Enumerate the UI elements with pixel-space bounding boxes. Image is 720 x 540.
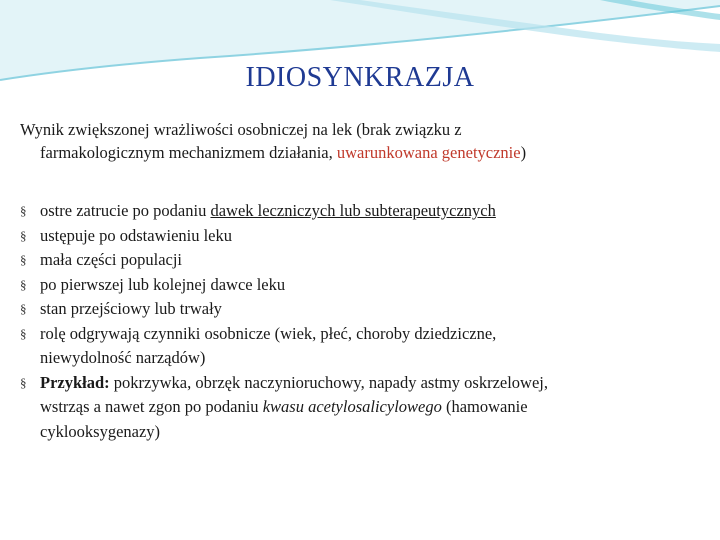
bullet-item bbox=[20, 248, 700, 273]
bullet-underlined-text: dawek leczniczych lub subterapeutycznych bbox=[210, 201, 496, 220]
bullet-marker: § bbox=[20, 252, 27, 267]
bullet-text: po pierwszej lub kolejnej dawce leku bbox=[40, 274, 286, 294]
intro-highlight: uwarunkowana genetycznie bbox=[336, 143, 521, 162]
bullet-marker: § bbox=[20, 203, 27, 218]
intro-text: farmakologicznym mechanizmem działania, bbox=[40, 143, 337, 162]
example-label: Przykład: bbox=[40, 372, 110, 392]
intro-line-1: Wynik zwiększonej wrażliwości osobniczej na lek (brak związku z bbox=[20, 120, 462, 139]
example-line-3: cyklooksygenazy) bbox=[40, 421, 161, 441]
bullet-marker: § bbox=[20, 325, 27, 341]
bullet-text: ustępuje po odstawieniu leku bbox=[40, 225, 233, 245]
bullet-text: mała części populacji bbox=[40, 250, 183, 269]
bullet-marker: § bbox=[20, 227, 27, 243]
bullet-item bbox=[20, 297, 700, 322]
bullet-item bbox=[20, 322, 700, 371]
bullet-item bbox=[20, 199, 700, 224]
bullet-text-line-2: niewydolność narządów) bbox=[40, 348, 206, 367]
bullet-item bbox=[20, 224, 700, 249]
intro-paragraph bbox=[20, 118, 700, 164]
bullet-list bbox=[20, 199, 700, 444]
example-drug-name: kwasu acetylosalicylowego bbox=[262, 397, 442, 416]
bullet-item bbox=[20, 273, 700, 298]
bullet-marker: § bbox=[20, 374, 27, 390]
bullet-marker: § bbox=[20, 301, 27, 316]
example-line-1: pokrzywka, obrzęk naczynioruchowy, napady astmy oskrzelowej, bbox=[109, 372, 548, 392]
bullet-text: ostre zatrucie po podaniu bbox=[40, 201, 211, 220]
example-line-2: wstrząs a nawet zgon po podaniu bbox=[40, 397, 263, 416]
slide-title: IDIOSYNKRAZJA bbox=[245, 62, 475, 93]
bullet-marker: § bbox=[20, 276, 27, 292]
example-item bbox=[20, 371, 700, 445]
bullet-text: stan przejściowy lub trwały bbox=[40, 299, 222, 318]
bullet-text-line-1: rolę odgrywają czynniki osobnicze (wiek, płeć, choroby dziedziczne, bbox=[40, 323, 497, 343]
example-line-2-end: (hamowanie bbox=[441, 397, 528, 416]
intro-line-2 bbox=[20, 141, 700, 164]
intro-close-paren: ) bbox=[520, 143, 527, 162]
